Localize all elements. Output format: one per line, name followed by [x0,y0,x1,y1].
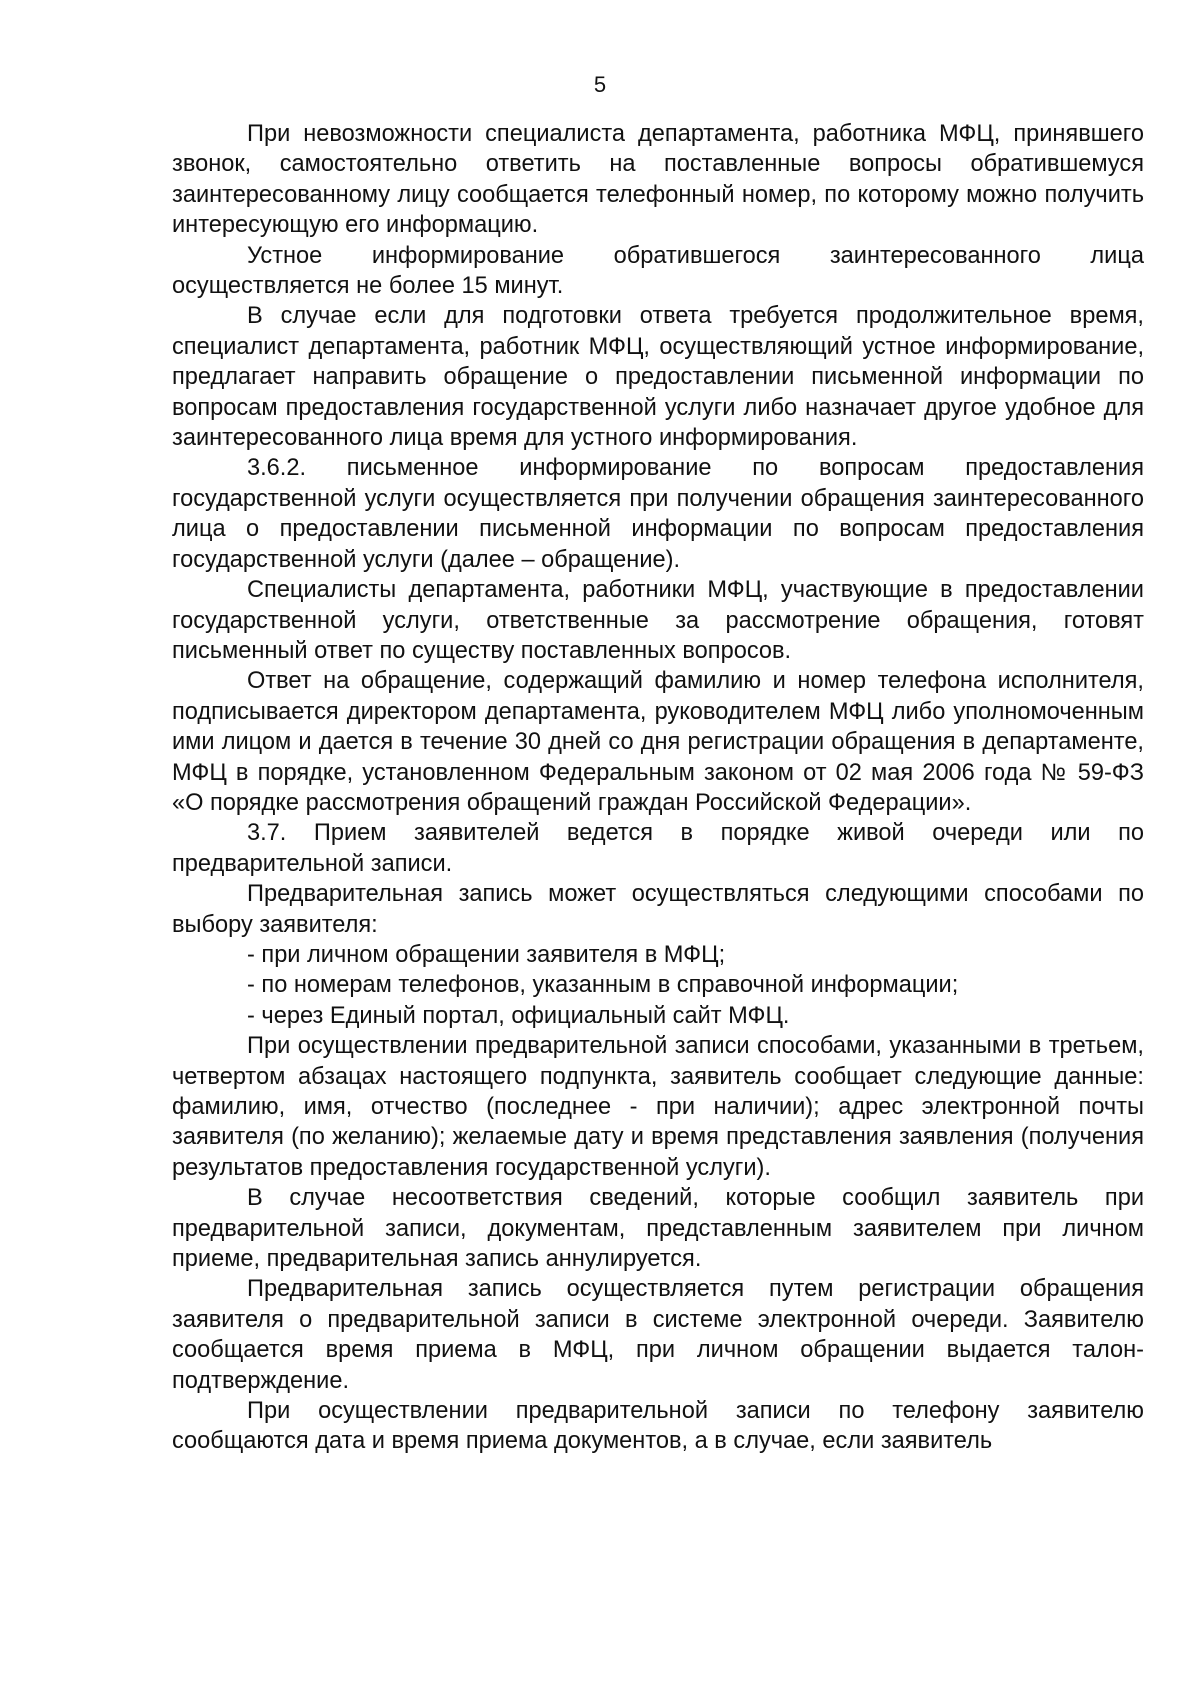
paragraph: Предварительная запись может осуществляться следующими способами по выбору заявителя: [172,881,1144,938]
document-body [172,119,1144,1457]
paragraph: В случае несоответствия сведений, которые сообщил заявитель при предварительной записи, документам, представленным заявителем при личном приеме, предварительная запись аннулируется. [172,1185,1144,1273]
list-item: - по номерам телефонов, указанным в справочной информации; [247,972,959,999]
page-number: 5 [593,72,607,97]
paragraph: 3.6.2. письменное информирование по вопросам предоставления государственной услуги осуществляется при получении обращения заинтересованного лица о предоставлении письменной информации по вопросам предоставления государственной услуги (далее – обращение). [172,455,1144,573]
paragraph: В случае если для подготовки ответа требуется продолжительное время, специалист департамента, работник МФЦ, осуществляющий устное информирование, предлагает направить обращение о предоставлении письменной информации по вопросам предоставления государственной услуги либо назначает другое удобное для заинтересованного лица время для устного информирования. [172,303,1144,452]
paragraph: Специалисты департамента, работники МФЦ, участвующие в предоставлении государственной услуги, ответственные за рассмотрение обращения, готовят письменный ответ по существу поставленных вопросов. [172,577,1144,664]
list-item: - при личном обращении заявителя в МФЦ; [247,941,726,968]
paragraph: При осуществлении предварительной записи по телефону заявителю сообщаются дата и время приема документов, а в случае, если заявитель [172,1398,1144,1455]
list-item: - через Единый портал, официальный сайт МФЦ. [247,1002,790,1029]
paragraph: 3.7. Прием заявителей ведется в порядке живой очереди или по предварительной записи. [172,820,1144,877]
paragraph: Устное информирование обратившегося заинтересованного лица осуществляется не более 15 минут. [172,242,1144,300]
paragraph: При невозможности специалиста департамента, работника МФЦ, принявшего звонок, самостоятельно ответить на поставленные вопросы обратившемуся заинтересованному лицу сообщается телефонный номер, по которому можно получить интересующую его информацию. [172,121,1144,239]
paragraph: Предварительная запись осуществляется путем регистрации обращения заявителя о предварительной записи в системе электронной очереди. Заявителю сообщается время приема в МФЦ, при личном обращении выдается талон-подтверждение. [172,1276,1144,1394]
paragraph: При осуществлении предварительной записи способами, указанными в третьем, четвертом абзацах настоящего подпункта, заявитель сообщает следующие данные: фамилию, имя, отчество (последнее - при наличии); адрес электронной почты заявителя (по желанию); желаемые дату и время представления заявления (получения результатов предоставления государственной услуги). [172,1033,1144,1181]
paragraph: Ответ на обращение, содержащий фамилию и номер телефона исполнителя, подписывается директором департамента, руководителем МФЦ либо уполномоченным ими лицом и дается в течение 30 дней со дня регистрации обращения в департаменте, МФЦ в порядке, установленном Федеральным законом от 02 мая 2006 года № 59-ФЗ «О порядке рассмотрения обращений граждан Российской Федерации». [172,668,1144,816]
